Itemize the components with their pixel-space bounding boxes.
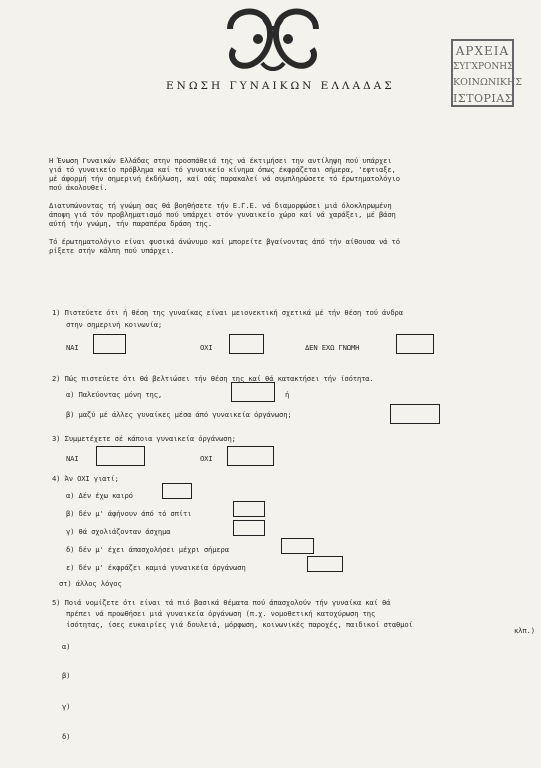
- stamp-line-4: ΙΣΤΟΡΙΑΣ: [453, 92, 513, 105]
- q4-option-d: δ) δέν μ' έχει άπασχολήσει μέχρι σήμερα: [66, 545, 229, 554]
- organization-title: ΕΝΩΣΗ ΓΥΝΑΙΚΩΝ ΕΛΛΑΔΑΣ: [166, 80, 395, 92]
- q5-text-end: κλπ.): [514, 626, 535, 635]
- q4-text: 4) Άν ΟΧΙ γιατί;: [52, 474, 119, 483]
- q1-noopinion-label: ΔΕΝ ΕΧΩ ΓΝΩΜΗ: [305, 343, 360, 352]
- intro-line: Διατυπώνοντας τή γνώμη σας θά βοηθήσετε τήν Ε.Γ.Ε. νά διαμορφώσει μιά όλοκληρωμένη: [49, 201, 392, 210]
- q5-answer-c-label: γ): [62, 702, 71, 711]
- q5-answer-d-field[interactable]: [80, 726, 500, 742]
- q3-text: 3) Συμμετέχετε σέ κάποια γυναικεία όργάνωση;: [52, 434, 236, 443]
- q3-yes-checkbox[interactable]: [96, 446, 145, 466]
- q4-d-checkbox[interactable]: [281, 538, 314, 554]
- q1-yes-label: ΝΑΙ: [66, 343, 79, 352]
- stamp-line-1: ΑΡΧΕΙΑ: [455, 44, 510, 58]
- intro-line: Τό έρωτηματολόγιο είναι φυσικά άνώνυμο καί μπορείτε βγαίνοντας άπό τήν αίθουσα νά τό: [49, 237, 400, 246]
- q1-no-checkbox[interactable]: [229, 334, 264, 354]
- q2-or: ή: [285, 390, 290, 399]
- q2-option-a: α) Παλεύοντας μόνη της,: [66, 390, 163, 399]
- q2-a-checkbox[interactable]: [231, 382, 275, 402]
- q1-text: στην σημερινή κοινωνία;: [66, 320, 163, 329]
- q4-option-c: γ) θά σχολιάζονταν άσχημα: [66, 527, 171, 536]
- q4-c-checkbox[interactable]: [233, 520, 265, 536]
- intro-line: μέ άφορμή τήν σημερινή έκδήλωση, καί σάς παρακαλεί νά συμπληρώσετε τό έρωτηματολόγιο: [49, 174, 400, 183]
- q4-e-checkbox[interactable]: [307, 556, 343, 572]
- q1-yes-checkbox[interactable]: [93, 334, 126, 354]
- intro-line: Η Ένωση Γυναικών Ελλάδας στην προσπάθειά της νά έκτιμήσει την αντίληψη πού υπάρχει: [49, 156, 392, 165]
- intro-line: αύτή τήν γνώμη, τήν παραπέρα δράση της.: [49, 219, 212, 228]
- q2-option-b: β) μαζύ μέ άλλες γυναίκες μέσα άπό γυναικεία όργάνωση;: [66, 410, 292, 419]
- q3-no-checkbox[interactable]: [227, 446, 274, 466]
- q4-option-b: β) δέν μ' άφήνουν άπό τό σπίτι: [66, 509, 192, 518]
- intro-line: πού άκολουθεί.: [49, 183, 108, 192]
- q5-answer-b-field[interactable]: [80, 665, 500, 681]
- q5-answer-a-field[interactable]: [80, 636, 500, 652]
- intro-line: γιά τό γυναικείο πρόβλημα καί τό γυναικείο κίνημα όπως έκφράζεται σήμερα, 'εφτιαξε,: [49, 165, 396, 174]
- q5-answer-d-label: δ): [62, 732, 71, 741]
- archive-stamp: [451, 39, 522, 107]
- q2-b-checkbox[interactable]: [390, 404, 440, 424]
- q1-text: 1) Πιστεύετε ότι ή θέση της γυναίκας είναι μειονεκτική σχετικά μέ τήν θέση τού άνδρα: [52, 308, 403, 317]
- q3-no-label: ΟΧΙ: [200, 454, 213, 463]
- women-union-logo: [218, 5, 328, 77]
- q4-b-checkbox[interactable]: [233, 501, 265, 517]
- q4-option-f: στ) άλλος λόγος: [59, 579, 122, 588]
- q5-answer-c-field[interactable]: [80, 696, 500, 712]
- q5-text: ίσότητας, ίσες ευκαιρίες γιά δουλειά, μόρφωση, κοινωνικές παροχές, παιδικοί σταθμοί: [66, 620, 413, 629]
- q3-yes-label: ΝΑΙ: [66, 454, 79, 463]
- intro-line: ρίξετε στήν κάλπη πού υπάρχει.: [49, 246, 175, 255]
- stamp-line-2: ΣΥΓΧΡΟΝΗΣ: [453, 62, 514, 72]
- q5-text: 5) Ποιά νομίζετε ότι είναι τά πιό βασικά θέματα πού άπασχολούν τήν γυναίκα καί θά: [52, 598, 391, 607]
- q1-noopinion-checkbox[interactable]: [396, 334, 434, 354]
- intro-line: άποψη γιά τόν προβληματισμό πού υπάρχει στόν γυναικείο χώρο καί νά χαράξει, μέ βάση: [49, 210, 396, 219]
- q4-option-a: α) Δέν έχω καιρό: [66, 491, 133, 500]
- q1-no-label: ΟΧΙ: [200, 343, 213, 352]
- stamp-line-3: ΚΟΙΝΩΝΙΚΗΣ: [453, 77, 522, 88]
- q2-text: 2) Πώς πιστεύετε ότι θά βελτιώσει τήν θέση της καί θά κατακτήσει τήν ίσότητα.: [52, 374, 374, 383]
- q5-answer-b-label: β): [62, 671, 71, 680]
- q4-a-checkbox[interactable]: [162, 483, 192, 499]
- q5-text: πρέπει νά προωθήσει μιά γυναικεία όργάνωση (π.χ. νομοθετική κατοχύρωση της: [66, 609, 376, 618]
- q4-option-e: ε) δέν μ' έκφράζει καμιά γυναικεία όργάνωση: [66, 563, 246, 572]
- q5-answer-a-label: α): [62, 642, 71, 651]
